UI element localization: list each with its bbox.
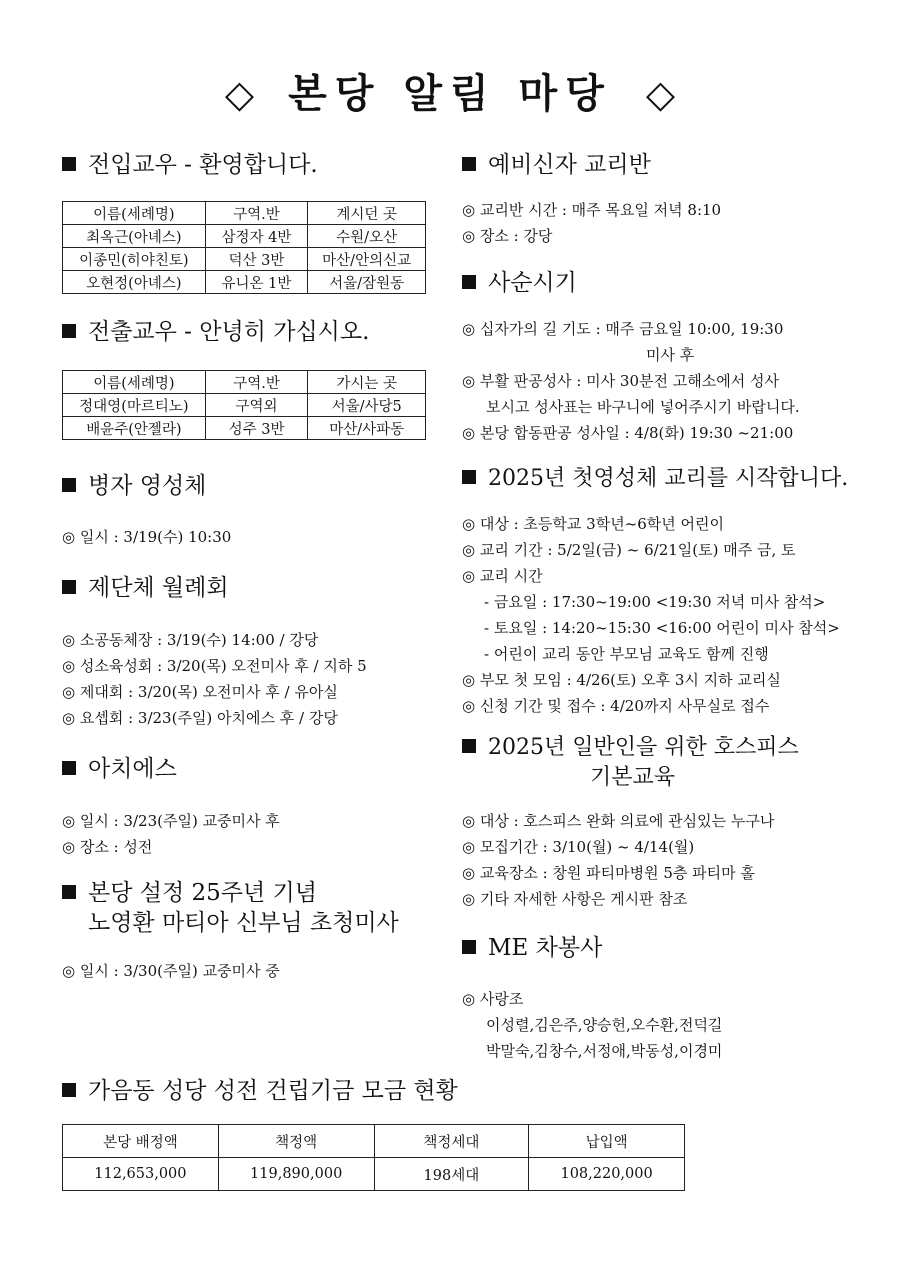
table-header-row: [63, 371, 426, 394]
communion-line: - 금요일 : 17:30~19:00 <19:30 저녁 미사 참석>: [484, 593, 826, 611]
communion-heading: 2025년 첫영성체 교리를 시작합니다.: [462, 464, 848, 494]
table-cell: 최옥근(아녜스): [63, 225, 206, 248]
header-cell: 이름(세례명): [63, 371, 206, 394]
square-bullet-icon: [462, 739, 476, 753]
header-cell: 계시던 곳: [308, 202, 426, 225]
me-heading: ME 차봉사: [462, 933, 602, 963]
welcome-table: [62, 201, 426, 294]
table-cell: 108,220,000: [529, 1158, 685, 1191]
me-line: 이성렬,김은주,양승헌,오수환,전덕길: [486, 1016, 723, 1034]
table-row: [63, 225, 426, 248]
altar-line: ◎ 성소육성회 : 3/20(목) 오전미사 후 / 지하 5: [62, 657, 367, 675]
fund-table: [62, 1124, 685, 1191]
welcome-heading: 전입교우 - 환영합니다.: [62, 150, 318, 180]
altar-heading: 제단체 월례회: [62, 573, 229, 603]
table-cell: 서울/잠원동: [308, 271, 426, 294]
table-cell: 수원/오산: [308, 225, 426, 248]
farewell-heading: 전출교우 - 안녕히 가십시오.: [62, 317, 369, 347]
communion-line: ◎ 교리 기간 : 5/2일(금) ~ 6/21일(토) 매주 금, 토: [462, 541, 796, 559]
table-cell: 198세대: [374, 1158, 529, 1191]
table-row: [63, 271, 426, 294]
table-cell: 삼정자 4반: [205, 225, 308, 248]
lent-line: 보시고 성사표는 바구니에 넣어주시기 바랍니다.: [486, 398, 800, 416]
table-cell: 오현정(아녜스): [63, 271, 206, 294]
farewell-table: [62, 370, 426, 440]
communion-line: - 어린이 교리 동안 부모님 교육도 함께 진행: [484, 645, 769, 663]
acies-heading: 아치에스: [62, 754, 177, 784]
anniversary-heading-line2: 노영환 마티아 신부님 초청미사: [88, 910, 399, 936]
header-cell: 책정세대: [374, 1125, 529, 1158]
communion-line: - 토요일 : 14:20~15:30 <16:00 어린이 미사 참석>: [484, 619, 840, 637]
square-bullet-icon: [62, 761, 76, 775]
table-cell: 배윤주(안젤라): [63, 417, 206, 440]
header-cell: 본당 배정액: [63, 1125, 219, 1158]
header-cell: 납입액: [529, 1125, 685, 1158]
table-header-row: [63, 1125, 685, 1158]
lent-line: ◎ 십자가의 길 기도 : 매주 금요일 10:00, 19:30: [462, 320, 784, 338]
communion-line: ◎ 신청 기간 및 접수 : 4/20까지 사무실로 접수: [462, 697, 770, 715]
table-cell: 서울/사당5: [308, 394, 426, 417]
table-cell: 112,653,000: [63, 1158, 219, 1191]
hospice-line: ◎ 모집기간 : 3/10(월) ~ 4/14(월): [462, 838, 695, 856]
table-cell: 덕산 3반: [205, 248, 308, 271]
table-row: [63, 248, 426, 271]
square-bullet-icon: [462, 275, 476, 289]
header-cell: 가시는 곳: [308, 371, 426, 394]
hospice-line: ◎ 교육장소 : 창원 파티마병원 5층 파티마 홀: [462, 864, 755, 882]
communion-line: ◎ 부모 첫 모임 : 4/26(토) 오후 3시 지하 교리실: [462, 671, 781, 689]
fund-heading: 가음동 성당 성전 건립기금 모금 현황: [62, 1076, 458, 1106]
hospice-line: ◎ 기타 자세한 사항은 게시판 참조: [462, 890, 688, 908]
square-bullet-icon: [62, 1083, 76, 1097]
square-bullet-icon: [462, 940, 476, 954]
table-cell: 정대영(마르티노): [63, 394, 206, 417]
me-line: 박말숙,김창수,서정애,박동성,이경미: [486, 1042, 723, 1060]
square-bullet-icon: [462, 470, 476, 484]
lent-line: 미사 후: [646, 346, 695, 364]
altar-line: ◎ 요셉회 : 3/23(주일) 아치에스 후 / 강당: [62, 709, 338, 727]
square-bullet-icon: [62, 885, 76, 899]
page-title: [0, 62, 900, 119]
anniversary-line: ◎ 일시 : 3/30(주일) 교중미사 중: [62, 962, 280, 980]
lent-line: ◎ 본당 합동판공 성사일 : 4/8(화) 19:30 ~21:00: [462, 424, 794, 442]
header-cell: 책정액: [218, 1125, 374, 1158]
table-row: [63, 417, 426, 440]
header-cell: 이름(세례명): [63, 202, 206, 225]
altar-line: ◎ 제대회 : 3/20(목) 오전미사 후 / 유아실: [62, 683, 338, 701]
anniversary-heading: 본당 설정 25주년 기념: [62, 878, 317, 908]
table-cell: 마산/사파동: [308, 417, 426, 440]
table-row: [63, 394, 426, 417]
hospice-line: ◎ 대상 : 호스피스 완화 의료에 관심있는 누구나: [462, 812, 775, 830]
title-text: 본당 알림 마당: [288, 71, 612, 117]
table-cell: 유니온 1반: [205, 271, 308, 294]
table-cell: 구역외: [205, 394, 308, 417]
header-cell: 구역.반: [205, 371, 308, 394]
me-line: ◎ 사랑조: [462, 990, 524, 1008]
title-diamond-left-icon: ◇: [224, 72, 255, 116]
communion-line: ◎ 대상 : 초등학교 3학년~6학년 어린이: [462, 515, 725, 533]
catechumen-line: ◎ 교리반 시간 : 매주 목요일 저녁 8:10: [462, 201, 722, 219]
square-bullet-icon: [62, 478, 76, 492]
lent-heading: 사순시기: [462, 268, 577, 298]
title-diamond-right-icon: ◇: [645, 72, 676, 116]
altar-line: ◎ 소공동체장 : 3/19(수) 14:00 / 강당: [62, 631, 319, 649]
square-bullet-icon: [62, 157, 76, 171]
acies-line: ◎ 장소 : 성전: [62, 838, 153, 856]
table-cell: 119,890,000: [218, 1158, 374, 1191]
square-bullet-icon: [62, 580, 76, 594]
acies-line: ◎ 일시 : 3/23(주일) 교중미사 후: [62, 812, 280, 830]
square-bullet-icon: [62, 324, 76, 338]
table-cell: 이종민(히야친토): [63, 248, 206, 271]
sick-line: ◎ 일시 : 3/19(수) 10:30: [62, 528, 232, 546]
sick-heading: 병자 영성체: [62, 471, 206, 501]
square-bullet-icon: [462, 157, 476, 171]
table-header-row: [63, 202, 426, 225]
lent-line: ◎ 부활 판공성사 : 미사 30분전 고해소에서 성사: [462, 372, 779, 390]
catechumen-line: ◎ 장소 : 강당: [462, 227, 553, 245]
table-row: [63, 1158, 685, 1191]
table-cell: 성주 3반: [205, 417, 308, 440]
hospice-heading: 2025년 일반인을 위한 호스피스: [462, 733, 799, 763]
communion-line: ◎ 교리 시간: [462, 567, 543, 585]
table-cell: 마산/안의신교: [308, 248, 426, 271]
hospice-heading-line2: 기본교육: [590, 765, 676, 790]
header-cell: 구역.반: [205, 202, 308, 225]
catechumen-heading: 예비신자 교리반: [462, 150, 651, 180]
